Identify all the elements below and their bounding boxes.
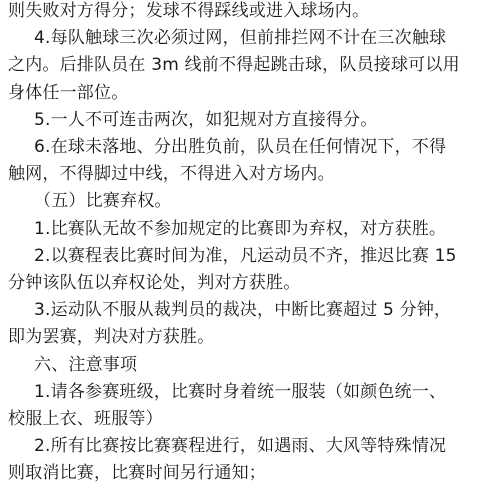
paragraph-line: 2.所有比赛按比赛赛程进行，如遇雨、大风等特殊情况 xyxy=(34,436,447,457)
paragraph-line: 校服上衣、班服等） xyxy=(8,409,163,429)
paragraph-line: 之内。后排队员在 3m 线前不得起跳击球，队员接球可以用 xyxy=(8,55,460,76)
paragraph-line: 即为罢赛，判决对方获胜。 xyxy=(8,327,215,348)
paragraph-line: 分钟该队伍以弃权论处，判对方获胜。 xyxy=(8,273,301,293)
paragraph-line: 1.比赛队无故不参加规定的比赛即为弃权，对方获胜。 xyxy=(34,218,447,239)
section-heading: （五）比赛弃权。 xyxy=(34,191,172,212)
paragraph-line: 则失败对方得分；发球不得踩线或进入球场内。 xyxy=(8,1,370,21)
section-heading: 六、注意事项 xyxy=(34,354,138,375)
paragraph-line: 4.每队触球三次必须过网，但前排拦网不计在三次触球 xyxy=(34,28,447,49)
paragraph-line: 触网，不得脚过中线，不得进入对方场内。 xyxy=(8,164,335,185)
paragraph-line: 则取消比赛，比赛时间另行通知； xyxy=(8,463,266,484)
paragraph-line: 2.以赛程表比赛时间为准，凡运动员不齐，推迟比赛 15 xyxy=(34,245,457,266)
paragraph-line: 1.请各参赛班级，比赛时身着统一服装（如颜色统一、 xyxy=(34,381,447,402)
paragraph-line: 3.运动队不服从裁判员的裁决，中断比赛超过 5 分钟， xyxy=(34,300,452,321)
paragraph-line: 5.一人不可连击两次，如犯规对方直接得分。 xyxy=(34,109,378,130)
paragraph-line: 身体任一部位。 xyxy=(8,82,129,103)
paragraph-line: 6.在球未落地、分出胜负前，队员在任何情况下，不得 xyxy=(34,137,447,157)
